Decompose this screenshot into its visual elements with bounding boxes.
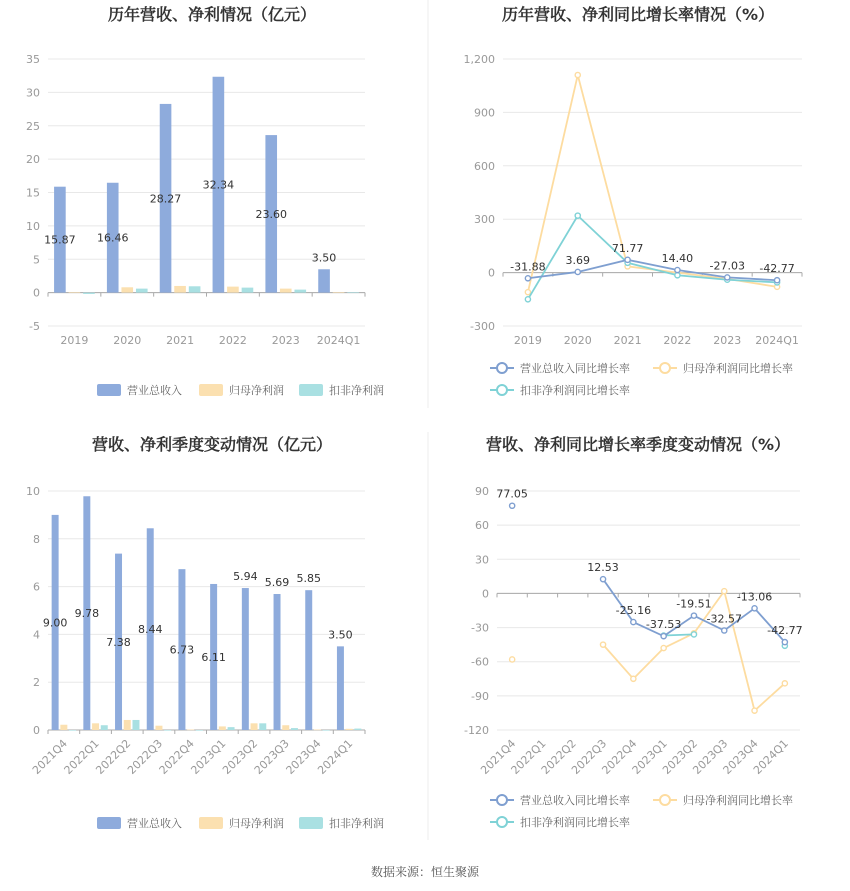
data-label: -32.57: [706, 612, 742, 626]
x-tick-label: 2023Q2: [220, 736, 261, 777]
legend-label: 归母净利润同比增长率: [683, 362, 793, 375]
point-revenue_growth: [575, 269, 580, 274]
x-tick-label: 2021Q4: [478, 736, 519, 777]
y-tick-label: 30: [26, 86, 40, 100]
point-net_profit_growth: [631, 676, 636, 681]
x-tick-label: 2020: [563, 334, 592, 347]
line-deducted_profit_growth: [664, 634, 694, 635]
x-tick-label: 2023Q3: [251, 736, 292, 777]
y-tick-label: 20: [26, 153, 40, 167]
legend-swatch-net_profit: [199, 817, 223, 829]
point-revenue_growth: [525, 276, 530, 281]
y-tick-label: -60: [471, 655, 489, 669]
x-tick-label: 2022Q1: [61, 736, 102, 777]
point-deducted_profit_growth: [675, 273, 680, 278]
bar-revenue: [305, 590, 312, 730]
data-label: -19.51: [676, 597, 712, 611]
bar-net_profit: [282, 725, 289, 730]
legend-marker-revenue_growth: [497, 363, 507, 373]
x-tick-label: 2023: [713, 334, 742, 347]
x-tick-label: 2022Q3: [125, 736, 166, 777]
legend-label: 扣非净利润同比增长率: [520, 816, 630, 829]
x-tick-label: 2022Q2: [93, 736, 134, 777]
data-label: 7.38: [106, 635, 131, 649]
x-tick-label: 2023Q2: [660, 736, 701, 777]
legend-label: 归母净利润: [229, 817, 284, 830]
bar-net_profit: [219, 726, 226, 730]
data-label: -42.77: [767, 624, 803, 638]
bar-net_profit: [121, 287, 133, 292]
x-tick-label: 2024Q1: [315, 736, 356, 777]
legend-label: 营业总收入同比增长率: [520, 362, 630, 375]
chart-title: 营收、净利同比增长率季度变动情况（%）: [485, 435, 791, 454]
bar-net_profit: [187, 730, 194, 731]
chart-title: 历年营收、净利情况（亿元）: [107, 5, 317, 24]
x-tick-label: 2019: [513, 334, 542, 347]
x-tick-label: 2021: [166, 334, 195, 347]
y-tick-label: 2: [33, 676, 40, 690]
legend-label: 归母净利润: [229, 384, 284, 397]
x-tick-label: 2023Q3: [690, 736, 731, 777]
data-label: 3.69: [565, 253, 590, 267]
legend-marker-deducted_profit_growth: [497, 385, 507, 395]
quarterly-amounts-chart: [26, 435, 384, 830]
annual-growth-chart: [464, 5, 803, 397]
y-tick-label: 600: [474, 159, 495, 173]
data-label: 28.27: [149, 192, 182, 206]
data-label: -27.03: [709, 259, 745, 273]
point-net_profit_growth: [525, 290, 530, 295]
x-tick-label: 2024Q1: [755, 334, 799, 347]
bar-net_profit: [174, 286, 186, 293]
bar-revenue: [337, 646, 344, 730]
data-label: 9.78: [74, 607, 100, 621]
chart-title: 营收、净利季度变动情况（亿元）: [91, 435, 333, 454]
bar-net_profit: [251, 723, 258, 730]
y-tick-label: 30: [475, 553, 489, 567]
bar-deducted_profit: [189, 286, 201, 292]
y-tick-label: 90: [475, 485, 489, 498]
x-tick-label: 2023Q4: [720, 736, 761, 777]
legend-marker-revenue_growth: [497, 795, 507, 805]
point-net_profit_growth: [782, 681, 787, 686]
x-tick-label: 2023Q1: [629, 736, 670, 777]
y-tick-label: 6: [33, 580, 40, 594]
bar-net_profit: [280, 289, 292, 293]
point-deducted_profit_growth: [575, 213, 580, 218]
y-tick-label: 35: [26, 53, 40, 66]
y-tick-label: -120: [464, 724, 489, 737]
bar-deducted_profit: [354, 729, 361, 730]
x-tick-label: 2022Q1: [508, 736, 549, 777]
y-tick-label: 0: [488, 266, 495, 280]
bar-deducted_profit: [347, 292, 359, 293]
point-deducted_profit_growth: [691, 632, 696, 637]
x-tick-label: 2021Q4: [29, 736, 70, 777]
bar-deducted_profit: [228, 727, 235, 730]
x-tick-label: 2022Q2: [538, 736, 579, 777]
data-label: 3.50: [328, 628, 353, 642]
data-label: -13.06: [736, 590, 773, 604]
legend-swatch-revenue: [97, 384, 121, 396]
x-tick-label: 2022Q3: [569, 736, 610, 777]
y-tick-label: 25: [26, 119, 40, 133]
y-tick-label: 60: [475, 519, 489, 533]
y-tick-label: 1,200: [463, 53, 495, 66]
legend-swatch-revenue: [97, 817, 121, 829]
point-revenue_growth: [725, 275, 730, 280]
y-tick-label: -300: [470, 320, 495, 333]
data-label: 23.60: [255, 207, 287, 221]
x-tick-label: 2022: [218, 334, 247, 347]
bar-deducted_profit: [259, 723, 266, 730]
data-label: 6.73: [169, 643, 195, 657]
data-label: 3.50: [311, 251, 337, 265]
point-revenue_growth: [631, 619, 636, 624]
bar-deducted_profit: [242, 288, 254, 293]
bar-net_profit: [92, 723, 99, 730]
bar-revenue: [274, 594, 281, 730]
point-revenue_growth: [691, 613, 696, 618]
point-net_profit_growth: [510, 657, 515, 662]
point-net_profit_growth: [575, 72, 580, 77]
bar-net_profit: [69, 292, 81, 293]
point-revenue_growth: [600, 577, 605, 582]
data-source: 数据来源：恒生聚源: [370, 865, 480, 879]
bar-deducted_profit: [132, 720, 139, 730]
legend-marker-net_profit_growth: [660, 795, 670, 805]
bar-revenue: [318, 269, 330, 292]
y-tick-label: 0: [33, 286, 40, 300]
y-tick-label: 900: [474, 106, 495, 120]
y-tick-label: -90: [471, 689, 489, 703]
bar-deducted_profit: [136, 289, 148, 293]
point-net_profit_growth: [600, 642, 605, 647]
x-tick-label: 2019: [60, 334, 89, 347]
data-label: 16.46: [96, 231, 129, 245]
y-tick-label: 8: [33, 532, 40, 546]
bar-deducted_profit: [196, 730, 203, 731]
data-label: 5.85: [296, 572, 321, 586]
point-net_profit_growth: [722, 589, 727, 594]
data-label: 32.34: [202, 178, 235, 192]
legend-label: 扣非净利润: [329, 817, 384, 830]
x-tick-label: 2020: [113, 334, 142, 347]
data-label: -25.16: [615, 604, 652, 618]
legend-label: 扣非净利润: [329, 384, 384, 397]
legend-marker-net_profit_growth: [660, 363, 670, 373]
y-tick-label: -5: [29, 320, 40, 333]
y-tick-label: 0: [482, 587, 489, 601]
data-label: 6.11: [201, 650, 226, 664]
x-tick-label: 2023: [271, 334, 300, 347]
x-tick-label: 2023Q4: [283, 736, 324, 777]
quarterly-growth-chart: [464, 435, 803, 829]
legend-marker-deducted_profit_growth: [497, 817, 507, 827]
point-revenue_growth: [625, 257, 630, 262]
y-tick-label: 0: [33, 724, 40, 737]
bar-revenue: [242, 588, 249, 730]
data-label: 12.53: [587, 561, 619, 575]
bar-deducted_profit: [294, 290, 306, 293]
data-label: -42.77: [759, 262, 795, 276]
data-label: 71.77: [611, 241, 644, 255]
point-revenue_growth: [752, 606, 757, 611]
y-tick-label: 5: [33, 253, 40, 267]
bar-deducted_profit: [164, 730, 171, 731]
y-tick-label: 300: [474, 213, 495, 227]
data-label: 5.69: [264, 576, 290, 590]
bar-net_profit: [314, 730, 321, 731]
point-revenue_growth: [675, 267, 680, 272]
point-revenue_growth: [782, 640, 787, 645]
data-label: 77.05: [496, 487, 528, 501]
y-tick-label: -30: [471, 621, 489, 635]
y-tick-label: 15: [26, 186, 40, 200]
legend-label: 营业总收入: [127, 384, 182, 397]
bar-net_profit: [227, 287, 239, 293]
bar-deducted_profit: [69, 730, 76, 731]
data-label: 14.40: [661, 252, 694, 266]
point-revenue_growth: [722, 628, 727, 633]
point-net_profit_growth: [752, 708, 757, 713]
x-tick-label: 2024Q1: [316, 334, 361, 347]
point-revenue_growth: [510, 503, 515, 508]
x-tick-label: 2022Q4: [599, 736, 640, 777]
data-label: 8.44: [137, 623, 163, 637]
data-label: 9.00: [42, 616, 68, 630]
legend-label: 营业总收入同比增长率: [520, 794, 630, 807]
bar-deducted_profit: [101, 725, 108, 730]
point-revenue_growth: [661, 634, 666, 639]
legend-label: 营业总收入: [127, 817, 182, 830]
x-tick-label: 2021: [613, 334, 642, 347]
bar-net_profit: [333, 292, 345, 293]
data-label: -31.88: [510, 260, 546, 274]
data-label: 15.87: [44, 233, 76, 247]
bar-net_profit: [155, 726, 162, 730]
bar-deducted_profit: [323, 730, 330, 731]
chart-title: 历年营收、净利同比增长率情况（%）: [501, 5, 775, 24]
legend-label: 扣非净利润同比增长率: [520, 384, 630, 397]
legend-swatch-net_profit: [199, 384, 223, 396]
y-tick-label: 4: [33, 628, 40, 642]
annual-amounts-chart: [26, 5, 384, 397]
bar-net_profit: [346, 729, 353, 730]
data-label: 5.94: [233, 570, 258, 584]
x-tick-label: 2022Q4: [156, 736, 197, 777]
legend-swatch-deducted_profit: [299, 817, 323, 829]
data-label: -37.53: [645, 618, 682, 632]
legend-label: 归母净利润同比增长率: [683, 794, 793, 807]
point-revenue_growth: [774, 278, 779, 283]
x-tick-label: 2022: [663, 334, 692, 347]
bar-net_profit: [60, 725, 67, 730]
bar-net_profit: [124, 720, 131, 730]
point-deducted_profit_growth: [525, 297, 530, 302]
x-tick-label: 2024Q1: [750, 736, 791, 777]
bar-deducted_profit: [83, 293, 95, 294]
x-tick-label: 2023Q1: [188, 736, 229, 777]
y-tick-label: 10: [26, 219, 40, 233]
legend-swatch-deducted_profit: [299, 384, 323, 396]
bar-deducted_profit: [291, 728, 298, 730]
point-net_profit_growth: [661, 645, 666, 650]
y-tick-label: 10: [26, 485, 40, 498]
